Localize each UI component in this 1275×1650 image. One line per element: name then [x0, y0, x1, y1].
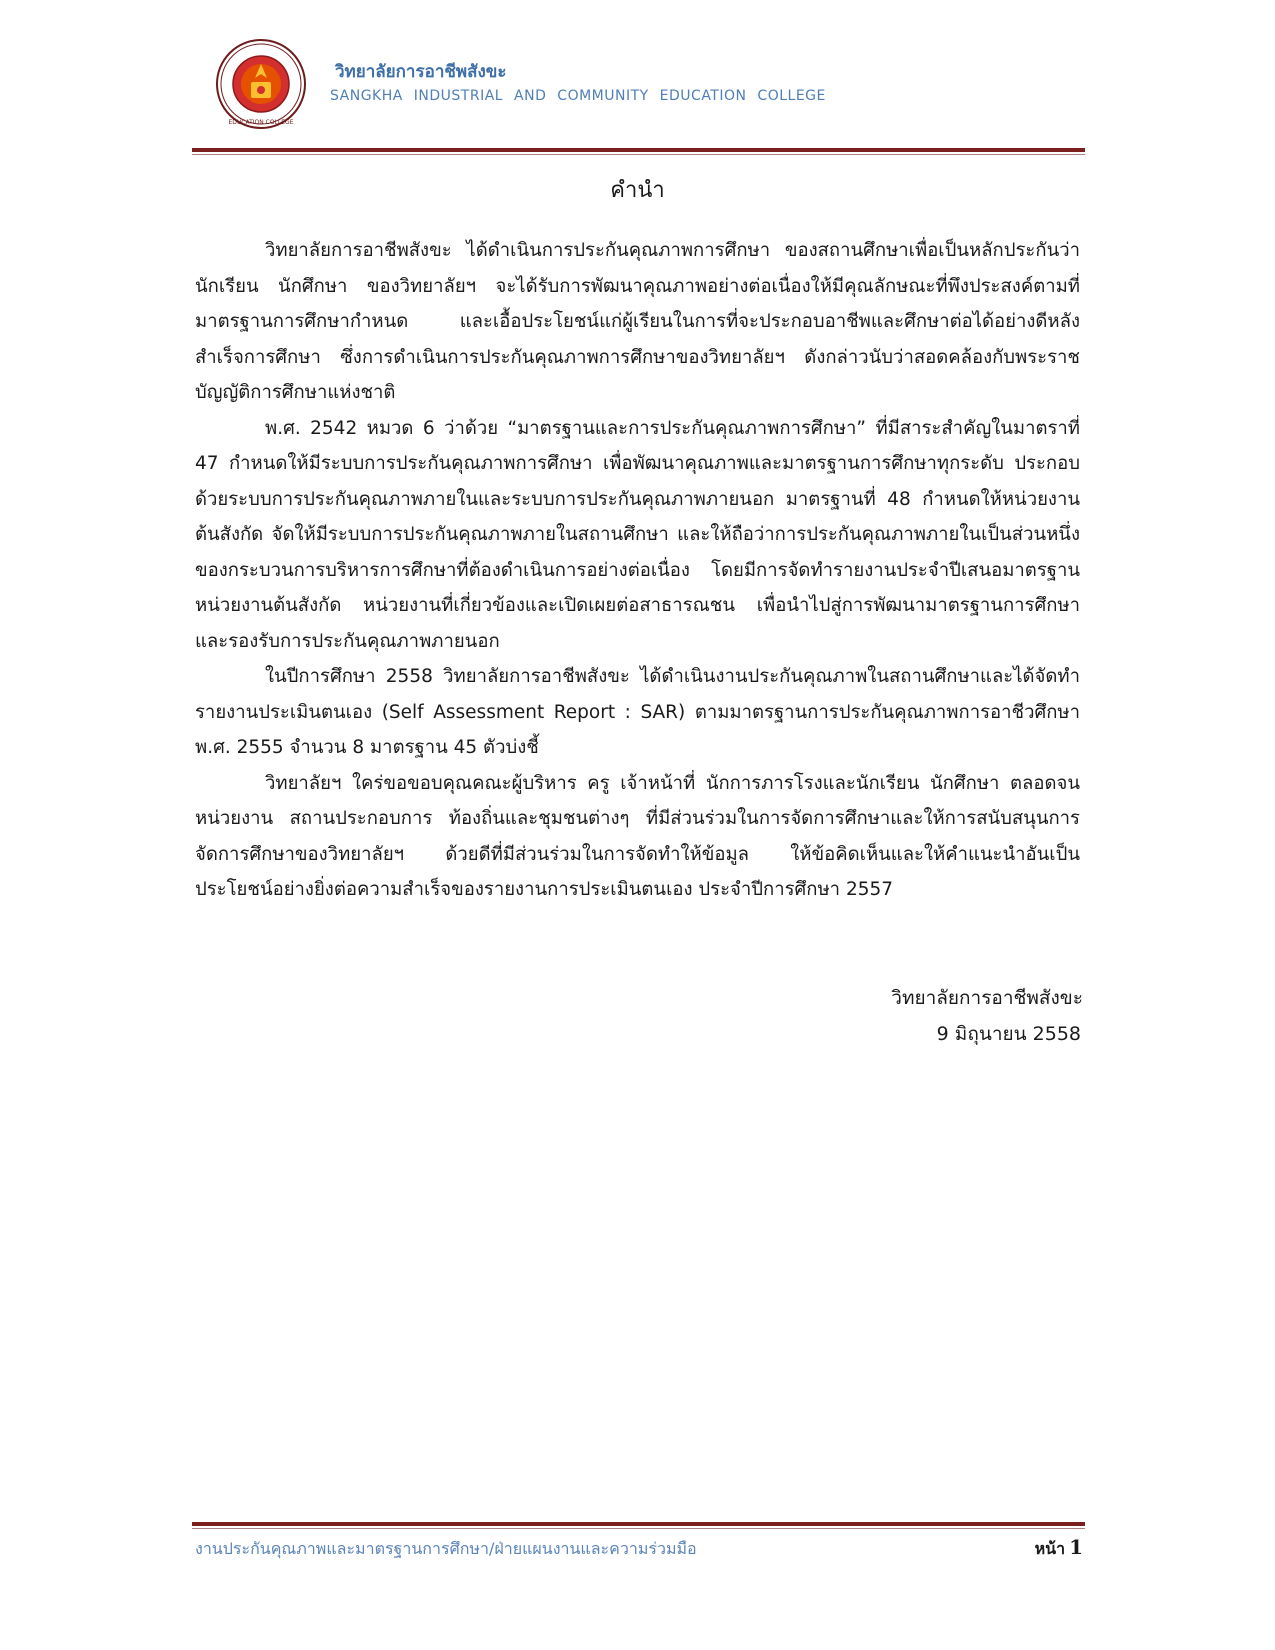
college-name-english: SANGKHA INDUSTRIAL AND COMMUNITY EDUCATION COLLEGE: [330, 88, 826, 104]
header-divider-thin: [192, 154, 1085, 155]
footer-divider: [192, 1522, 1085, 1526]
logo-caption: EDUCATION COLLEGE: [228, 119, 294, 126]
signature-organization: วิทยาลัยการอาชีพสังขะ: [891, 987, 1083, 1009]
page-number: 1: [1069, 1535, 1083, 1559]
svg-text:EDUCATION COLLEGE: [228, 119, 293, 126]
page-title: คำนำ: [610, 178, 665, 203]
college-logo: [215, 38, 307, 130]
paragraph-2: พ.ศ. 2542 หมวด 6 ว่าด้วย “มาตรฐานและการประกันคุณภาพการศึกษา” ที่มีสาระสำคัญในมาตราที่ 47 กำหนดให้มีระบบการประกันคุณภาพการศึกษา เพื่อพัฒนาคุณภาพและมาตรฐานการศึกษาทุกระดับ ประกอบด้วยระบบการประกันคุณภาพภายในและระบบการประกันคุณภาพภายนอก มาตรฐานที่ 48 กำหนดให้หน่วยงานต้นสังกัด จัดให้มีระบบการประกันคุณภาพภายในสถานศึกษา และให้ถือว่าการประกันคุณภาพภายในเป็นส่วนหนึ่งของกระบวนการบริหารการศึกษาที่ต้องดำเนินการอย่างต่อเนื่อง โดยมีการจัดทำรายงานประจำปีเสนอมาตรฐานหน่วยงานต้นสังกัด หน่วยงานที่เกี่ยวข้องและเปิดเผยต่อสาธารณชน เพื่อนำไปสู่การพัฒนามาตรฐานการศึกษาและรองรับการประกันคุณภาพภายนอก: [195, 417, 1080, 652]
page-number-block: [1035, 1535, 1083, 1562]
page-header: [215, 38, 1085, 138]
page-label: หน้า: [1034, 1539, 1066, 1558]
footer-department: งานประกันคุณภาพและมาตรฐานการศึกษา/ฝ่ายแผนงานและความร่วมมือ: [195, 1539, 697, 1558]
college-name-thai: วิทยาลัยการอาชีพสังขะ: [335, 62, 507, 82]
header-divider: [192, 148, 1085, 152]
signature-block: [891, 980, 1083, 1052]
paragraph-3: ในปีการศึกษา 2558 วิทยาลัยการอาชีพสังขะ ได้ดำเนินงานประกันคุณภาพในสถานศึกษาและได้จัดทำรายงานประเมินตนเอง (Self Assessment Report : SAR) ตามมาตรฐานการประกันคุณภาพการอาชีวศึกษา พ.ศ. 2555 จำนวน 8 มาตรฐาน 45 ตัวบ่งชี้: [195, 666, 1080, 758]
paragraph-1: วิทยาลัยการอาชีพสังขะ ได้ดำเนินการประกันคุณภาพการศึกษา ของสถานศึกษาเพื่อเป็นหลักประกันว่า นักเรียน นักศึกษา ของวิทยาลัยฯ จะได้รับการพัฒนาคุณภาพอย่างต่อเนื่องให้มีคุณลักษณะที่พึงประสงค์ตามที่มาตรฐานการศึกษากำหนด และเอื้อประโยชน์แก่ผู้เรียนในการที่จะประกอบอาชีพและศึกษาต่อได้อย่างดีหลังสำเร็จการศึกษา ซึ่งการดำเนินการประกันคุณภาพการศึกษาของวิทยาลัยฯ ดังกล่าวนับว่าสอดคล้องกับพระราชบัญญัติการศึกษาแห่งชาติ: [195, 240, 1080, 403]
signature-date: 9 มิถุนายน 2558: [936, 1023, 1081, 1045]
paragraph-4: วิทยาลัยฯ ใคร่ขอขอบคุณคณะผู้บริหาร ครู เจ้าหน้าที่ นักการภารโรงและนักเรียน นักศึกษา ตลอดจนหน่วยงาน สถานประกอบการ ท้องถิ่นและชุมชนต่างๆ ที่มีส่วนร่วมในการจัดการศึกษาและให้การสนับสนุนการจัดการศึกษาของวิทยาลัยฯ ด้วยดีที่มีส่วนร่วมในการจัดทำให้ข้อมูล ให้ข้อคิดเห็นและให้คำแนะนำอันเป็นประโยชน์อย่างยิ่งต่อความสำเร็จของรายงานการประเมินตนเอง ประจำปีการศึกษา 2557: [195, 772, 1080, 900]
footer-divider-thin: [192, 1528, 1085, 1529]
preface-body: [195, 233, 1080, 908]
